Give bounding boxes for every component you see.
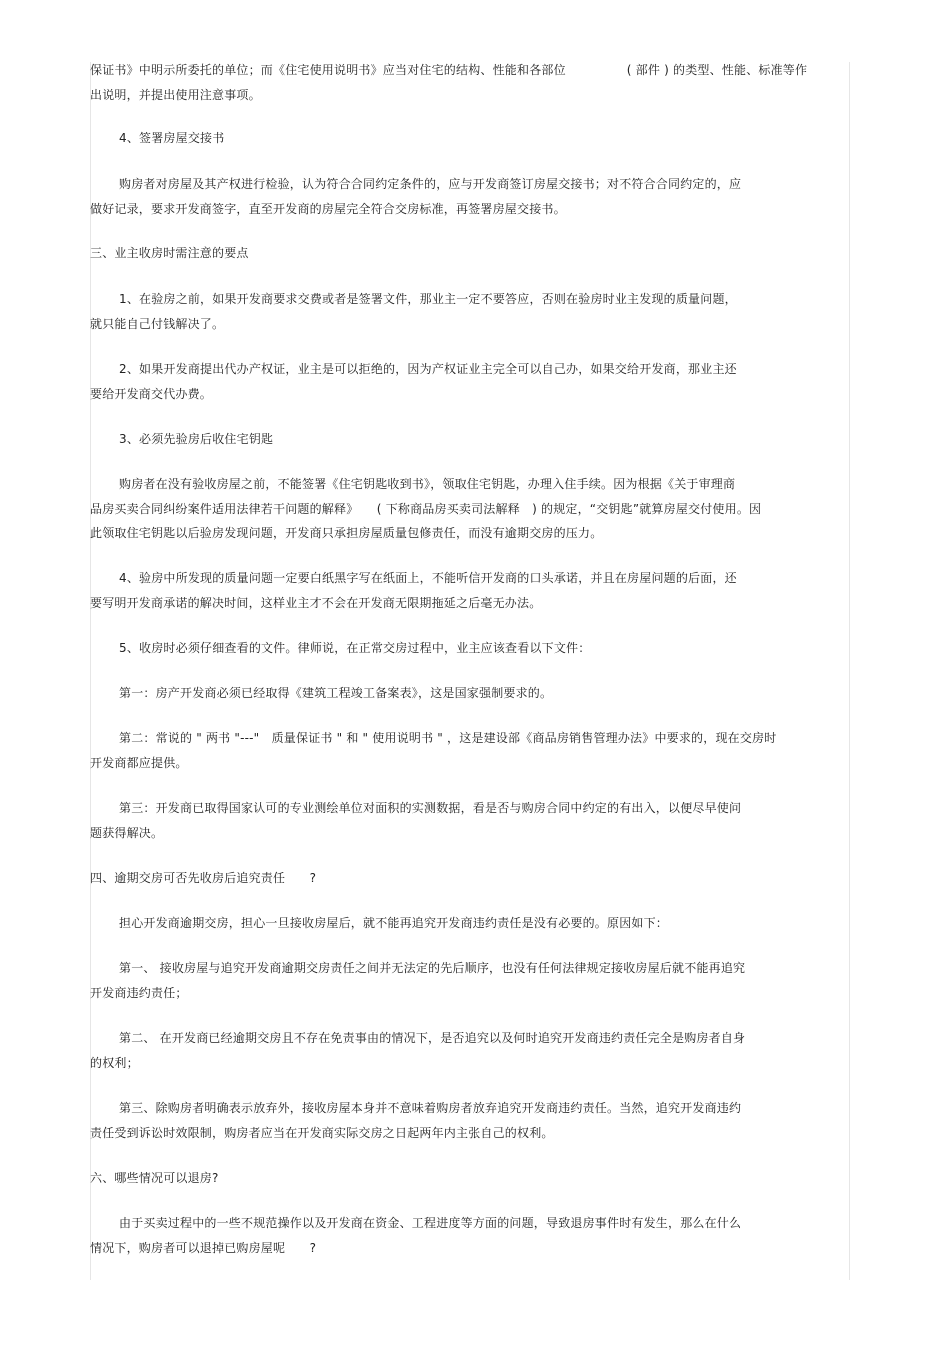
body-line: 的权利； (90, 1056, 139, 1070)
body-line: 要给开发商交代办费。 (90, 387, 213, 401)
body-line: 购房者在没有验收房屋之前，不能签署《住宅钥匙收到书》，领取住宅钥匙，办理入住手续。因为根据《关于审理商 (119, 477, 736, 491)
body-line: 出说明，并提出使用注意事项。 (90, 88, 261, 102)
body-line: 担心开发商逾期交房，担心一旦接收房屋后，就不能再追究开发商违约责任是没有必要的。原因如下： (119, 916, 669, 930)
subheading: 4、签署房屋交接书 (119, 131, 225, 145)
body-line: 第一、 接收房屋与追究开发商逾期交房责任之间并无法定的先后顺序，也没有任何法律规定接收房屋后就不能再追究 (119, 961, 746, 975)
body-line: 第一：房产开发商必须已经取得《建筑工程竣工备案表》，这是国家强制要求的。 (119, 686, 553, 700)
body-line: 做好记录，要求开发商签字，直至开发商的房屋完全符合交房标准，再签署房屋交接书。 (90, 202, 566, 216)
body-line: 4、验房中所发现的质量问题一定要白纸黑字写在纸面上，不能听信开发商的口头承诺，并且在房屋问题的后面，还 (119, 571, 737, 585)
subheading: 3、必须先验房后收住宅钥匙 (119, 432, 274, 446)
body-line: 第三、除购房者明确表示放弃外，接收房屋本身并不意味着购房者放弃追究开发商违约责任。当然，追究开发商违约 (119, 1101, 742, 1115)
body-line: 第二：常说的 " 两书 "---" 质量保证书 " 和 " 使用说明书 " ，这是建设部《商品房销售管理办法》中要求的，现在交房时 (119, 731, 777, 745)
body-line: 5、收房时必须仔细查看的文件。律师说，在正常交房过程中，业主应该查看以下文件： (119, 641, 591, 655)
body-line: 责任受到诉讼时效限制，购房者应当在开发商实际交房之日起两年内主张自己的权利。 (90, 1126, 554, 1140)
section-heading: 四、逾期交房可否先收房后追究责任 ? (90, 871, 317, 885)
body-line: 就只能自己付钱解决了。 (90, 317, 225, 331)
body-line: 此领取住宅钥匙以后验房发现问题，开发商只承担房屋质量包修责任，而没有逾期交房的压力。 (90, 526, 603, 540)
body-line: 购房者对房屋及其产权进行检验，认为符合合同约定条件的，应与开发商签订房屋交接书；对不符合合同约定的，应 (119, 177, 742, 191)
body-line: 品房买卖合同纠纷案件适用法律若干问题的解释》 ( 下称商品房买卖司法解释 ) 的规定，“交钥匙”就算房屋交付使用。因 (90, 502, 762, 516)
body-line: 由于买卖过程中的一些不规范操作以及开发商在资金、工程进度等方面的问题，导致退房事件时有发生，那么在什么 (119, 1216, 742, 1230)
body-line: 题获得解决。 (90, 826, 164, 840)
body-line: 第二、 在开发商已经逾期交房且不存在免责事由的情况下，是否追究以及何时追究开发商违约责任完全是购房者自身 (119, 1031, 746, 1045)
body-line: 开发商违约责任； (90, 986, 188, 1000)
body-line: 保证书》中明示所委托的单位；而《住宅使用说明书》应当对住宅的结构、性能和各部位 ( 部件 ) 的类型、性能、标准等作 (90, 63, 808, 77)
body-line: 情况下，购房者可以退掉已购房屋呢 ? (90, 1241, 317, 1255)
section-heading: 六、哪些情况可以退房? (90, 1171, 219, 1185)
body-line: 要写明开发商承诺的解决时间，这样业主才不会在开发商无限期拖延之后毫无办法。 (90, 596, 542, 610)
page-right-rule (849, 62, 850, 1280)
body-line: 第三：开发商已取得国家认可的专业测绘单位对面积的实测数据，看是否与购房合同中约定的有出入，以便尽早使问 (119, 801, 742, 815)
body-line: 2、如果开发商提出代办产权证，业主是可以拒绝的，因为产权证业主完全可以自己办，如果交给开发商，那业主还 (119, 362, 737, 376)
section-heading: 三、业主收房时需注意的要点 (90, 246, 249, 260)
body-line: 1、在验房之前，如果开发商要求交费或者是签署文件，那业主一定不要答应，否则在验房时业主发现的质量问题， (119, 292, 737, 306)
body-line: 开发商都应提供。 (90, 756, 188, 770)
